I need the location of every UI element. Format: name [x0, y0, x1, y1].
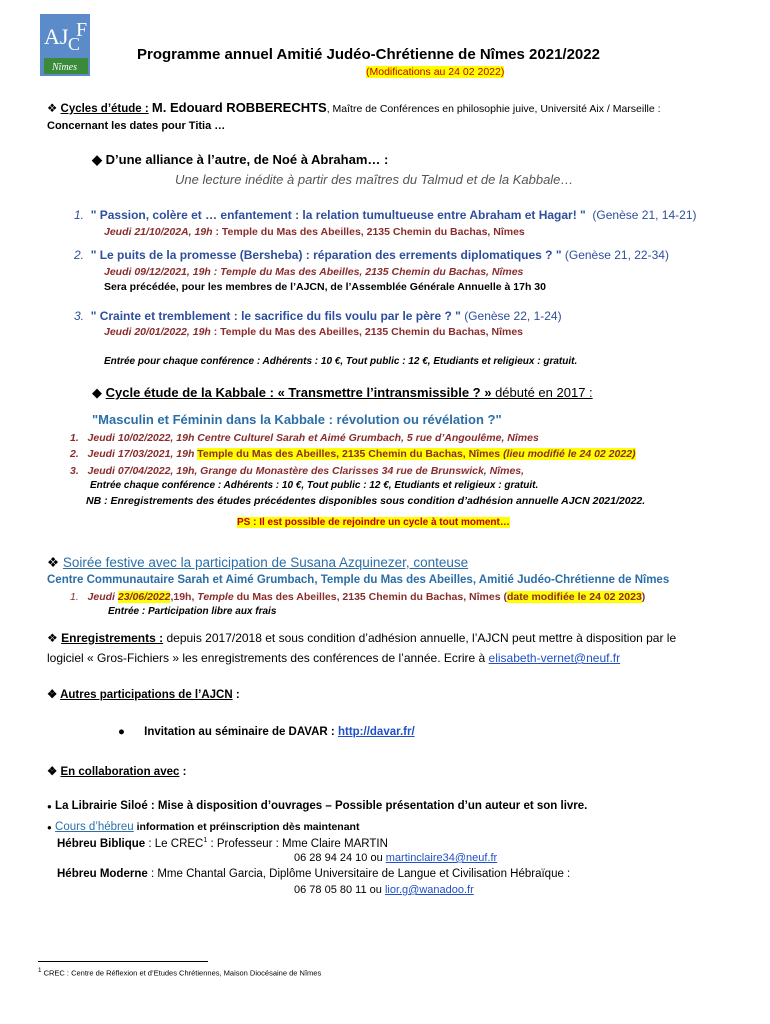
cycles-label: Cycles d’étude :: [60, 103, 149, 115]
conference-item-3: [74, 309, 562, 323]
item-number: 2.: [70, 448, 79, 460]
conference-ref: (Genèse 21, 22-34): [564, 248, 669, 262]
footnote-text: CREC : Centre de Réflexion et d’Etudes Chrétiennes, Maison Diocésaine de Nîmes: [41, 968, 322, 978]
librairie-line: [47, 800, 587, 812]
kabbale-ps: PS : Il est possible de rejoindre un cycle à tout moment…: [237, 517, 510, 528]
diamond-bullet-icon: ❖: [47, 631, 58, 645]
conference-place: : Temple du Mas des Abeilles, 2135 Chemin du Bachas, Nîmes: [212, 226, 525, 238]
item-number: 2.: [74, 248, 85, 262]
item-number: 1.: [74, 208, 85, 222]
small-diamond-icon: ◆: [92, 385, 102, 400]
cycles-line: [47, 100, 661, 115]
email-link-elisabeth[interactable]: elisabeth-vernet@neuf.fr: [488, 651, 621, 665]
conference-date: Jeudi 20/01/2022, 19h: [104, 326, 211, 338]
hebreu-moderne-text: : Mme Chantal Garcia, Diplôme Universitaire de Langue et Civilisation Hébraïque :: [147, 868, 571, 880]
davar-invitation-text: Invitation au séminaire de DAVAR :: [144, 726, 338, 738]
soiree-entry: Entrée : Participation libre aux frais: [108, 606, 277, 617]
conference-ref: (Genèse 21, 14-21): [592, 208, 697, 222]
soiree-place-prefix: Temple: [197, 591, 237, 603]
enregistrements-line-1: [47, 631, 676, 645]
hebreu-biblique-professor: : Professeur : Mme Claire MARTIN: [207, 837, 388, 850]
hebreu-moderne-label: Hébreu Moderne: [57, 868, 148, 880]
cours-hebreu-link[interactable]: Cours d’hébreu: [55, 821, 134, 833]
kabbale-item-highlight: Temple du Mas des Abeilles, 2135 Chemin du Bachas, Nîmes: [197, 448, 504, 460]
kabbale-item-3: [70, 465, 524, 477]
kabbale-heading-c: débuté en 2017 :: [495, 385, 593, 400]
soiree-date: 23/06/2022: [117, 591, 171, 603]
phone-line-1: [294, 852, 497, 864]
conference-title: " Passion, colère et … enfantement : la relation tumultueuse entre Abraham et Hagar! ": [90, 208, 586, 222]
footnote: [38, 967, 321, 978]
cours-hebreu-line: [47, 821, 359, 833]
conference-title: " Crainte et tremblement : le sacrifice du fils voulu par le père ? ": [90, 309, 461, 323]
conference-title: " Le puits de la promesse (Bersheba) : réparation des errements diplomatiques ? ": [90, 248, 562, 262]
soiree-item: [70, 591, 645, 603]
kabbale-heading-a: Cycle étude de la Kabbale: [105, 385, 267, 400]
collab-label: En collaboration avec: [60, 766, 180, 778]
autres-colon: :: [232, 689, 240, 701]
conference-2-note: Sera précédée, pour les membres de l’AJCN, de l’Assemblée Générale Annuelle à 17h 30: [104, 281, 546, 293]
davar-invitation: [118, 726, 415, 738]
kabbale-subtitle: "Masculin et Féminin dans la Kabbale : révolution ou révélation ?": [92, 412, 502, 427]
svg-text:C: C: [68, 34, 81, 54]
enregistrements-line-2: [47, 651, 620, 665]
logo-graphic: [38, 14, 92, 78]
phone-number-2: 06 78 05 80 11 ou: [294, 884, 385, 896]
hebreu-biblique-line: [57, 837, 388, 850]
conference-3-details: [104, 326, 523, 338]
kabbale-item-text: Jeudi 10/02/2022, 19h Centre Culturel Sarah et Aimé Grumbach, 5 rue d’Angoulême, Nîmes: [87, 432, 539, 444]
alliance-heading-text: D’une alliance à l’autre, de Noé à Abraham… :: [105, 152, 389, 167]
autres-label: Autres participations de l’AJCN: [60, 689, 233, 701]
soiree-heading-text: Soirée festive avec la participation de Susana Azquinezer, conteuse: [62, 555, 469, 570]
kabbale-entry: Entrée chaque conférence : Adhérents : 10 €, Tout public : 12 €, Etudiants et religieux : gratuit.: [90, 480, 539, 491]
concerning-line: Concernant les dates pour Titia …: [47, 120, 226, 132]
enregistrements-text-2: logiciel « Gros-Fichiers » les enregistrements des conférences de l’année. Ecrire à: [47, 651, 489, 665]
conference-1-details: [104, 226, 525, 238]
soiree-modified: date modifiée le 24 02 2023: [506, 591, 642, 603]
modifications-note: (Modifications au 24 02 2022): [366, 66, 505, 78]
soiree-close: ): [641, 591, 646, 603]
diamond-bullet-icon: ❖: [47, 766, 58, 778]
footnote-divider: [38, 961, 208, 962]
bullet-dot-icon: ●: [47, 802, 52, 811]
soiree-location: Centre Communautaire Sarah et Aimé Grumbach, Temple du Mas des Abeilles, Amitié Judéo-Chrétienne de Nîmes: [47, 574, 670, 586]
item-number: 3.: [70, 465, 79, 477]
svg-text:AJ: AJ: [44, 24, 69, 49]
phone-line-2: [294, 884, 474, 896]
kabbale-heading-b: : « Transmettre l’intransmissible ? »: [266, 385, 496, 400]
small-diamond-icon: ◆: [92, 152, 102, 167]
enregistrements-text: depuis 2017/2018 et sous condition d’adhésion annuelle, l’AJCN peut mettre à disposition par le: [163, 631, 677, 645]
kabbale-item-text: Jeudi 07/04/2022, 19h, Grange du Monastère des Clarisses 34 rue de Brunswick, Nîmes,: [87, 465, 525, 477]
collab-heading: [47, 764, 186, 778]
soiree-heading: [47, 555, 468, 571]
soiree-place: du Mas des Abeilles, 2135 Chemin du Bachas, Nîmes (: [236, 591, 507, 603]
svg-text:F: F: [76, 19, 88, 41]
enregistrements-label: Enregistrements :: [61, 631, 164, 645]
kabbale-item-2: [70, 448, 636, 460]
footnote-marker: 1: [203, 837, 208, 844]
autres-heading: [47, 687, 240, 701]
hebreu-biblique-label: Hébreu Biblique: [57, 837, 146, 850]
alliance-heading: [92, 152, 388, 168]
diamond-bullet-icon: ❖: [47, 689, 58, 701]
kabbale-nb: NB : Enregistrements des études précédentes disponibles sous condition d’adhésion annuelle AJCN 2021/2022.: [86, 495, 646, 507]
collab-colon: :: [179, 766, 187, 778]
item-number: 1.: [70, 591, 79, 603]
footnote-number: 1: [38, 967, 42, 974]
speaker-name: M. Edouard ROBBERECHTS: [151, 100, 327, 115]
conference-ref: (Genèse 22, 1-24): [464, 309, 562, 323]
item-number: 1.: [70, 432, 79, 444]
conference-item-2: [74, 248, 669, 262]
email-link-lior[interactable]: lior.g@wanadoo.fr: [384, 884, 474, 896]
soiree-time: ,19h,: [170, 591, 198, 603]
svg-text:Nîmes: Nîmes: [52, 62, 77, 73]
kabbale-item-1: [70, 432, 539, 444]
kabbale-item-modified: (lieu modifié le 24 02 2022): [503, 448, 636, 460]
soiree-day: Jeudi: [87, 591, 118, 603]
alliance-subtitle: Une lecture inédite à partir des maîtres du Talmud et de la Kabbale…: [175, 172, 574, 187]
kabbale-heading: [92, 385, 593, 401]
bullet-dot-icon: ●: [47, 823, 52, 832]
bullet-dot-icon: ●: [118, 726, 125, 738]
cours-hebreu-text: information et préinscription dès maintenant: [133, 821, 360, 833]
alliance-entry-prices: Entrée pour chaque conférence : Adhérents : 10 €, Tout public : 12 €, Etudiants et religieux : gratuit.: [104, 356, 578, 367]
diamond-bullet-icon: ❖: [47, 103, 58, 115]
email-link-martin[interactable]: martinclaire34@neuf.fr: [385, 852, 498, 864]
kabbale-item-date: Jeudi 17/03/2021, 19h: [87, 448, 198, 460]
conference-item-1: [74, 208, 696, 222]
speaker-affiliation: , Maître de Conférences en philosophie juive, Université Aix / Marseille :: [326, 103, 661, 115]
conference-date: Jeudi 21/10/202A, 19h: [104, 226, 213, 238]
hebreu-moderne-line: [57, 868, 570, 880]
item-number: 3.: [74, 309, 85, 323]
hebreu-biblique-text: : Le CREC: [145, 837, 204, 850]
davar-link[interactable]: http://davar.fr/: [337, 726, 415, 738]
diamond-bullet-icon: ❖: [47, 555, 60, 570]
phone-number-1: 06 28 94 24 10 ou: [294, 852, 386, 864]
librairie-text: La Librairie Siloé : Mise à disposition d’ouvrages – Possible présentation d’un auteur et son livre.: [55, 800, 588, 812]
ajcf-logo: [38, 14, 92, 78]
conference-2-date: Jeudi 09/12/2021, 19h : Temple du Mas des Abeilles, 2135 Chemin du Bachas, Nîmes: [104, 266, 524, 278]
page-title: Programme annuel Amitié Judéo-Chrétienne de Nîmes 2021/2022: [137, 46, 600, 63]
conference-place: : Temple du Mas des Abeilles, 2135 Chemin du Bachas, Nîmes: [210, 326, 524, 338]
